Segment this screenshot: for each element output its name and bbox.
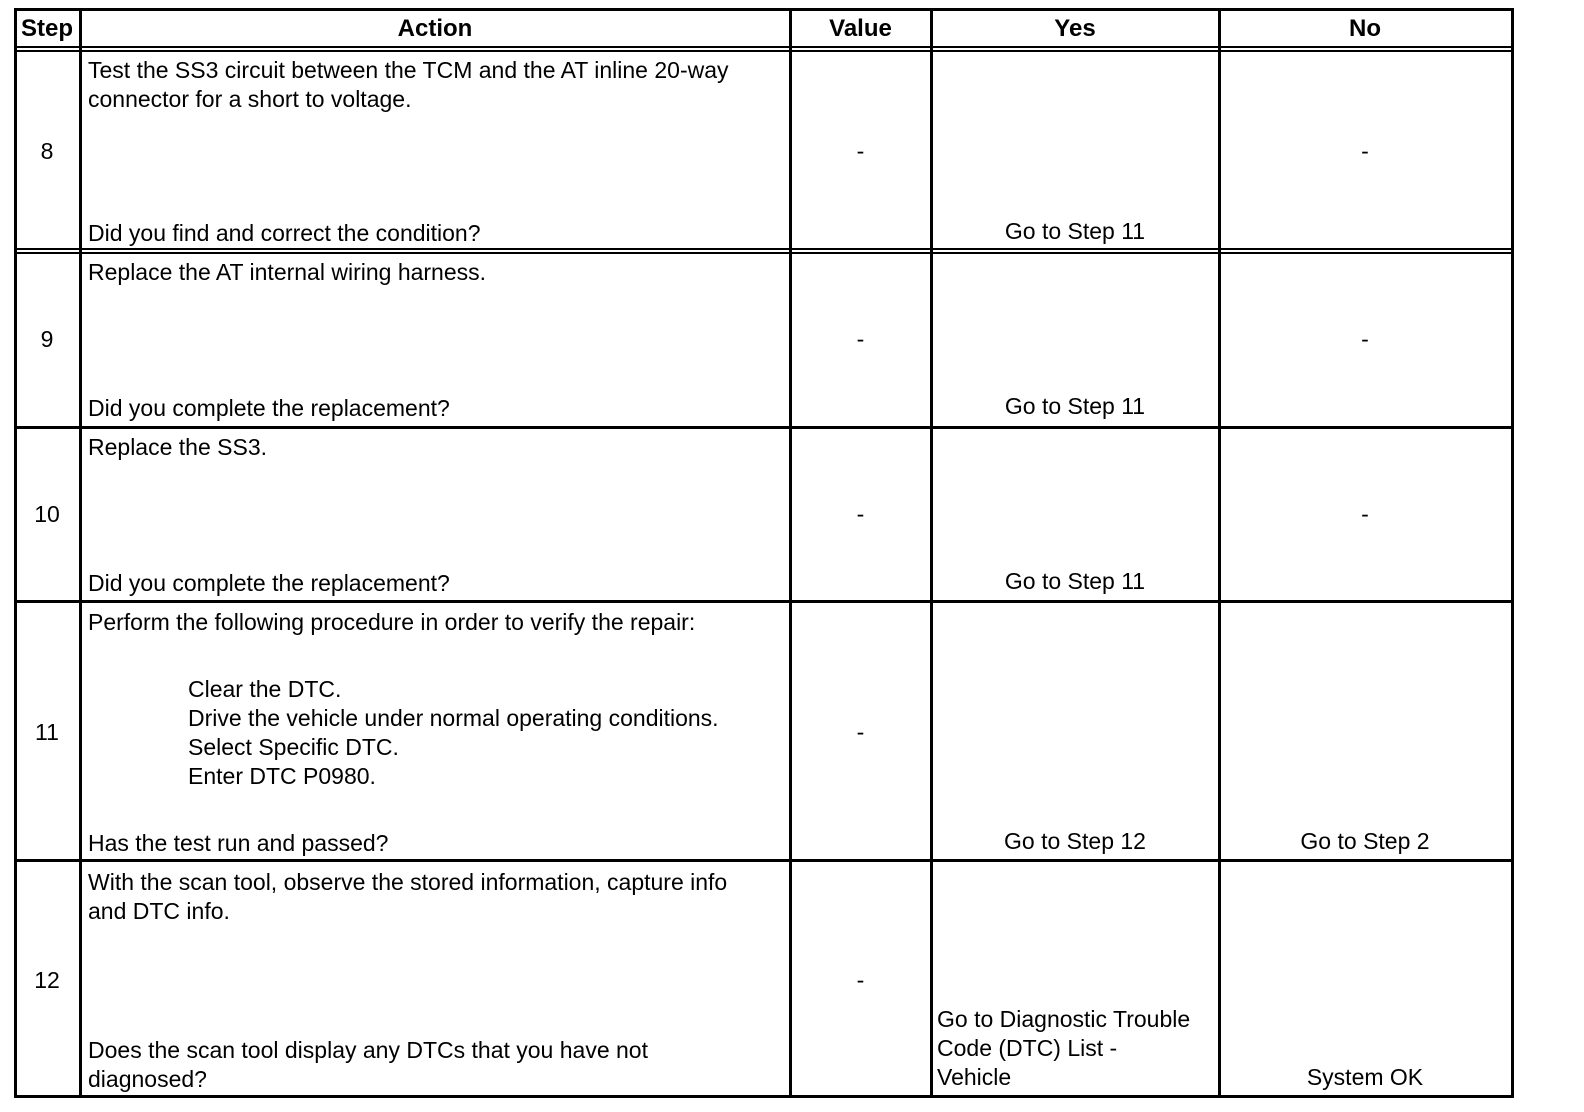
- row-divider: [14, 600, 1514, 603]
- action-text: Replace the AT internal wiring harness.: [88, 259, 487, 285]
- action-text: Perform the following procedure in order to verify the repair:: [88, 609, 696, 635]
- row-divider: [14, 248, 1514, 250]
- procedure-substeps: Clear the DTC. Drive the vehicle under normal operating conditions. Select Specific DTC. Enter DTC P0980.: [188, 676, 719, 789]
- action-text: With the scan tool, observe the stored information, capture info and DTC info.: [88, 869, 728, 924]
- action-question: Does the scan tool display any DTCs that you have not diagnosed?: [88, 1037, 648, 1092]
- value-cell: -: [856, 137, 865, 164]
- header-no: No: [1349, 15, 1381, 42]
- action-question: Has the test run and passed?: [88, 830, 389, 856]
- yes-cell: Go to Diagnostic Trouble Code (DTC) List - Vehicle: [937, 1006, 1191, 1090]
- no-cell: -: [1361, 501, 1369, 527]
- action-question: Did you complete the replacement?: [88, 395, 450, 421]
- row-divider: [14, 426, 1514, 429]
- no-cell: System OK: [1306, 1064, 1424, 1090]
- action-cell: [80, 427, 790, 602]
- action-text: Test the SS3 circuit between the TCM and the AT inline 20-way connector for a short to voltage.: [88, 57, 729, 112]
- diagnostic-table: [14, 8, 1536, 1098]
- table-border: [1511, 8, 1514, 1098]
- action-cell: [80, 50, 790, 252]
- step-number: 11: [35, 718, 59, 745]
- table-border: [14, 1095, 1514, 1098]
- value-cell: -: [856, 326, 865, 352]
- value-cell: -: [856, 966, 865, 993]
- no-cell: -: [1361, 326, 1369, 352]
- column-divider: [789, 8, 792, 1098]
- yes-cell: Go to Step 11: [1004, 568, 1146, 594]
- row-divider: [14, 859, 1514, 862]
- table-border: [14, 8, 1514, 11]
- column-divider: [1218, 8, 1221, 1098]
- column-divider: [930, 8, 933, 1098]
- no-cell: -: [1361, 137, 1369, 164]
- row-divider: [14, 46, 1514, 48]
- step-number: 10: [34, 501, 60, 527]
- step-number: 9: [40, 326, 54, 352]
- header-action: Action: [397, 15, 473, 42]
- action-cell: [80, 602, 790, 862]
- action-question: Did you find and correct the condition?: [88, 220, 481, 246]
- no-cell: Go to Step 2: [1300, 828, 1430, 854]
- row-divider: [14, 252, 1514, 254]
- action-question: Did you complete the replacement?: [88, 570, 450, 596]
- header-value: Value: [829, 15, 892, 42]
- yes-cell: Go to Step 11: [1004, 393, 1146, 419]
- table-border: [14, 8, 17, 1098]
- header-step: Step: [20, 15, 73, 42]
- yes-cell: Go to Step 11: [1004, 218, 1146, 244]
- action-cell: [80, 252, 790, 427]
- value-cell: -: [856, 718, 865, 745]
- column-divider: [79, 8, 82, 1098]
- step-number: 12: [34, 966, 60, 993]
- action-text: Replace the SS3.: [88, 434, 268, 460]
- header-yes: Yes: [1054, 15, 1096, 42]
- value-cell: -: [856, 501, 865, 527]
- step-number: 8: [40, 137, 54, 164]
- yes-cell: Go to Step 12: [1004, 828, 1146, 854]
- action-cell: [80, 862, 790, 1098]
- row-divider: [14, 50, 1514, 52]
